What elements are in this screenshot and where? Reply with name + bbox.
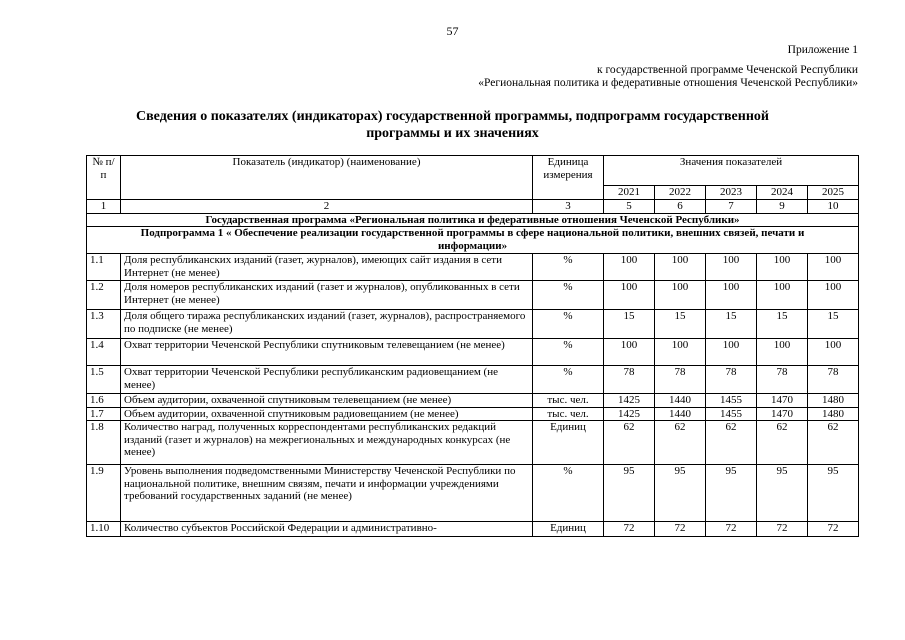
indicator-name: Охват территории Чеченской Республики спутниковым телевещанием (не менее)	[121, 339, 533, 366]
indicator-name: Объем аудитории, охваченной спутниковым радиовещанием (не менее)	[121, 407, 533, 421]
indicator-name: Объем аудитории, охваченной спутниковым телевещанием (не менее)	[121, 394, 533, 408]
row-number: 1.5	[87, 366, 121, 394]
unit-cell: %	[533, 366, 604, 394]
appendix-line-1: к государственной программе Чеченской Республики	[597, 64, 858, 76]
value-cell: 100	[757, 339, 808, 366]
indicator-name: Охват территории Чеченской Республики республиканским радиовещанием (не менее)	[121, 366, 533, 394]
value-cell: 62	[604, 421, 655, 465]
value-cell: 100	[706, 339, 757, 366]
value-cell: 78	[655, 366, 706, 394]
header-year: 2021	[604, 186, 655, 200]
header-year: 2024	[757, 186, 808, 200]
appendix-line-2: «Региональная политика и федеративные отношения Чеченской Республики»	[478, 77, 858, 89]
value-cell: 1470	[757, 407, 808, 421]
value-cell: 95	[757, 465, 808, 522]
indicator-name: Количество субъектов Российской Федерации и административно-	[121, 522, 533, 537]
document-title-line-2: программы и их значениях	[366, 126, 539, 141]
value-cell: 1440	[655, 394, 706, 408]
header-year: 2022	[655, 186, 706, 200]
value-cell: 1425	[604, 394, 655, 408]
indicator-name: Доля номеров республиканских изданий (газет и журналов), опубликованных в сети Интернет (не менее)	[121, 281, 533, 310]
document-title	[0, 108, 905, 142]
unit-cell: Единиц	[533, 421, 604, 465]
indicator-name: Количество наград, полученных корреспондентами республиканских редакций изданий (газет и журналов) на межрегиональных и международных конкурсах (не менее)	[121, 421, 533, 465]
value-cell: 1455	[706, 394, 757, 408]
indicator-name: Доля республиканских изданий (газет, журналов), имеющих сайт издания в сети Интернет (не менее)	[121, 254, 533, 281]
column-number: 6	[655, 200, 706, 214]
value-cell: 100	[808, 254, 859, 281]
column-number: 2	[121, 200, 533, 214]
value-cell: 15	[604, 310, 655, 339]
header-num: № п/п	[87, 156, 121, 200]
table-row	[87, 394, 859, 408]
row-number: 1.6	[87, 394, 121, 408]
value-cell: 72	[808, 522, 859, 537]
column-number: 1	[87, 200, 121, 214]
table-row	[87, 465, 859, 522]
value-cell: 95	[706, 465, 757, 522]
value-cell: 100	[706, 281, 757, 310]
unit-cell: %	[533, 281, 604, 310]
indicator-name: Уровень выполнения подведомственными Министерству Чеченской Республики по национальной политике, внешним связям, печати и информации учреждениями требований государственных заданий (не менее)	[121, 465, 533, 522]
value-cell: 78	[706, 366, 757, 394]
value-cell: 100	[655, 254, 706, 281]
column-number: 10	[808, 200, 859, 214]
value-cell: 1455	[706, 407, 757, 421]
value-cell: 1480	[808, 394, 859, 408]
value-cell: 1440	[655, 407, 706, 421]
value-cell: 78	[757, 366, 808, 394]
value-cell: 62	[655, 421, 706, 465]
value-cell: 100	[757, 254, 808, 281]
value-cell: 1470	[757, 394, 808, 408]
value-cell: 15	[808, 310, 859, 339]
value-cell: 72	[757, 522, 808, 537]
row-number: 1.7	[87, 407, 121, 421]
unit-cell: Единиц	[533, 522, 604, 537]
header-indicator: Показатель (индикатор) (наименование)	[121, 156, 533, 200]
row-number: 1.10	[87, 522, 121, 537]
value-cell: 78	[808, 366, 859, 394]
row-number: 1.8	[87, 421, 121, 465]
row-number: 1.1	[87, 254, 121, 281]
unit-cell: тыс. чел.	[533, 407, 604, 421]
value-cell: 100	[808, 339, 859, 366]
value-cell: 100	[604, 254, 655, 281]
table-row	[87, 281, 859, 310]
value-cell: 62	[757, 421, 808, 465]
value-cell: 62	[808, 421, 859, 465]
table-row	[87, 366, 859, 394]
value-cell: 100	[604, 281, 655, 310]
table-row	[87, 310, 859, 339]
row-number: 1.4	[87, 339, 121, 366]
value-cell: 100	[706, 254, 757, 281]
value-cell: 95	[808, 465, 859, 522]
unit-cell: тыс. чел.	[533, 394, 604, 408]
row-number: 1.3	[87, 310, 121, 339]
indicators-table	[86, 155, 859, 537]
value-cell: 100	[655, 281, 706, 310]
column-number: 5	[604, 200, 655, 214]
value-cell: 15	[706, 310, 757, 339]
appendix-title: Приложение 1	[787, 44, 858, 56]
value-cell: 62	[706, 421, 757, 465]
row-number: 1.9	[87, 465, 121, 522]
value-cell: 1480	[808, 407, 859, 421]
column-number: 3	[533, 200, 604, 214]
row-number: 1.2	[87, 281, 121, 310]
column-number: 9	[757, 200, 808, 214]
unit-cell: %	[533, 254, 604, 281]
value-cell: 1425	[604, 407, 655, 421]
value-cell: 100	[655, 339, 706, 366]
value-cell: 95	[655, 465, 706, 522]
header-unit: Единица измерения	[533, 156, 604, 200]
value-cell: 72	[655, 522, 706, 537]
value-cell: 100	[604, 339, 655, 366]
program-title: Государственная программа «Региональная политика и федеративные отношения Чеченской Республики»	[87, 213, 859, 227]
table-row	[87, 421, 859, 465]
unit-cell: %	[533, 310, 604, 339]
header-values: Значения показателей	[604, 156, 859, 186]
indicator-name: Доля общего тиража республиканских изданий (газет, журналов), распространяемого по подписке (не менее)	[121, 310, 533, 339]
unit-cell: %	[533, 339, 604, 366]
unit-cell: %	[533, 465, 604, 522]
value-cell: 72	[706, 522, 757, 537]
page-number: 57	[446, 24, 459, 38]
value-cell: 100	[808, 281, 859, 310]
table-row	[87, 407, 859, 421]
table-row	[87, 339, 859, 366]
table-row	[87, 522, 859, 537]
column-number: 7	[706, 200, 757, 214]
value-cell: 78	[604, 366, 655, 394]
table-row	[87, 254, 859, 281]
header-year: 2025	[808, 186, 859, 200]
value-cell: 15	[655, 310, 706, 339]
header-year: 2023	[706, 186, 757, 200]
value-cell: 95	[604, 465, 655, 522]
document-title-line-1: Сведения о показателях (индикаторах) государственной программы, подпрограмм государственной	[136, 109, 769, 124]
value-cell: 100	[757, 281, 808, 310]
value-cell: 72	[604, 522, 655, 537]
subprogram-title: Подпрограмма 1 « Обеспечение реализации государственной программы в сфере национальной политики, внешних связей, печати и информации»	[87, 227, 859, 254]
value-cell: 15	[757, 310, 808, 339]
